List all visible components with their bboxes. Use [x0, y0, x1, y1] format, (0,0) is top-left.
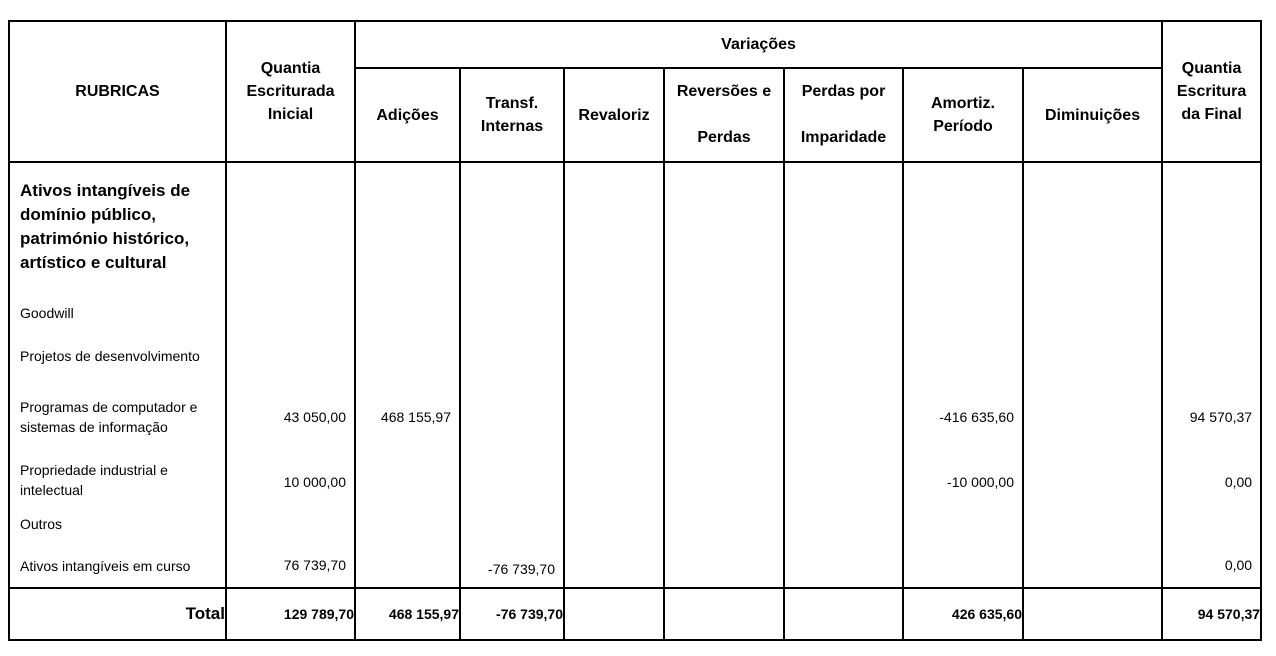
row-label-programas: Programas de computador e sistemas de informação — [20, 399, 198, 435]
intangible-assets-table — [8, 20, 1262, 641]
total-perdas — [784, 588, 903, 640]
header-diminuicoes: Diminuições — [1023, 68, 1162, 162]
total-reversoes — [664, 588, 784, 640]
header-transf-internas: Transf. Internas — [460, 68, 564, 162]
col-rubricas — [9, 162, 226, 588]
cell-inicial-propriedade: 10 000,00 — [283, 474, 346, 490]
col-amortiz — [903, 162, 1023, 588]
cell-amortiz-programas: -416 635,60 — [939, 409, 1014, 425]
header-revaloriz: Revaloriz — [564, 68, 664, 162]
header-amortiz-periodo: Amortiz. Período — [903, 68, 1023, 162]
cell-final-propriedade: 0,00 — [1224, 474, 1253, 490]
total-adicoes: 468 155,97 — [355, 588, 460, 640]
total-diminuicoes — [1023, 588, 1162, 640]
col-transf-internas — [460, 162, 564, 588]
col-adicoes — [355, 162, 460, 588]
col-reversoes — [664, 162, 784, 588]
row-label-outros: Outros — [20, 516, 63, 532]
header-rubricas: RUBRICAS — [9, 21, 226, 162]
header-reversoes-perdas: Reversões e Perdas — [664, 68, 784, 162]
header-quantia-inicial: Quantia Escriturada Inicial — [226, 21, 355, 162]
cell-inicial-programas: 43 050,00 — [283, 409, 346, 425]
col-quantia-inicial — [226, 162, 355, 588]
cell-final-em-curso: 0,00 — [1224, 557, 1253, 573]
total-row — [9, 588, 1261, 640]
total-revaloriz — [564, 588, 664, 640]
col-quantia-final — [1162, 162, 1261, 588]
header-perdas-imparidade: Perdas por Imparidade — [784, 68, 903, 162]
header-adicoes: Adições — [355, 68, 460, 162]
col-diminuicoes — [1023, 162, 1162, 588]
section-title: Ativos intangíveis de domínio público, património histórico, artístico e cultural — [20, 181, 191, 272]
total-inicial: 129 789,70 — [226, 588, 355, 640]
row-label-em-curso: Ativos intangíveis em curso — [20, 558, 191, 574]
total-amortiz: 426 635,60 — [903, 588, 1023, 640]
cell-inicial-em-curso: 76 739,70 — [283, 557, 346, 573]
total-transf: -76 739,70 — [460, 588, 564, 640]
cell-final-programas: 94 570,37 — [1189, 409, 1253, 425]
cell-transf-em-curso: -76 739,70 — [488, 561, 555, 577]
header-quantia-final: Quantia Escritura da Final — [1162, 21, 1261, 162]
row-label-goodwill: Goodwill — [20, 305, 74, 321]
cell-amortiz-propriedade: -10 000,00 — [947, 474, 1014, 490]
total-final: 94 570,37 — [1162, 588, 1261, 640]
row-label-propriedade: Propriedade industrial e intelectual — [20, 462, 168, 498]
cell-adicoes-programas: 468 155,97 — [380, 409, 451, 425]
header-variacoes: Variações — [355, 21, 1162, 68]
row-label-projetos: Projetos de desenvolvimento — [20, 348, 200, 364]
col-perdas — [784, 162, 903, 588]
col-revaloriz — [564, 162, 664, 588]
total-label: Total — [9, 588, 226, 640]
